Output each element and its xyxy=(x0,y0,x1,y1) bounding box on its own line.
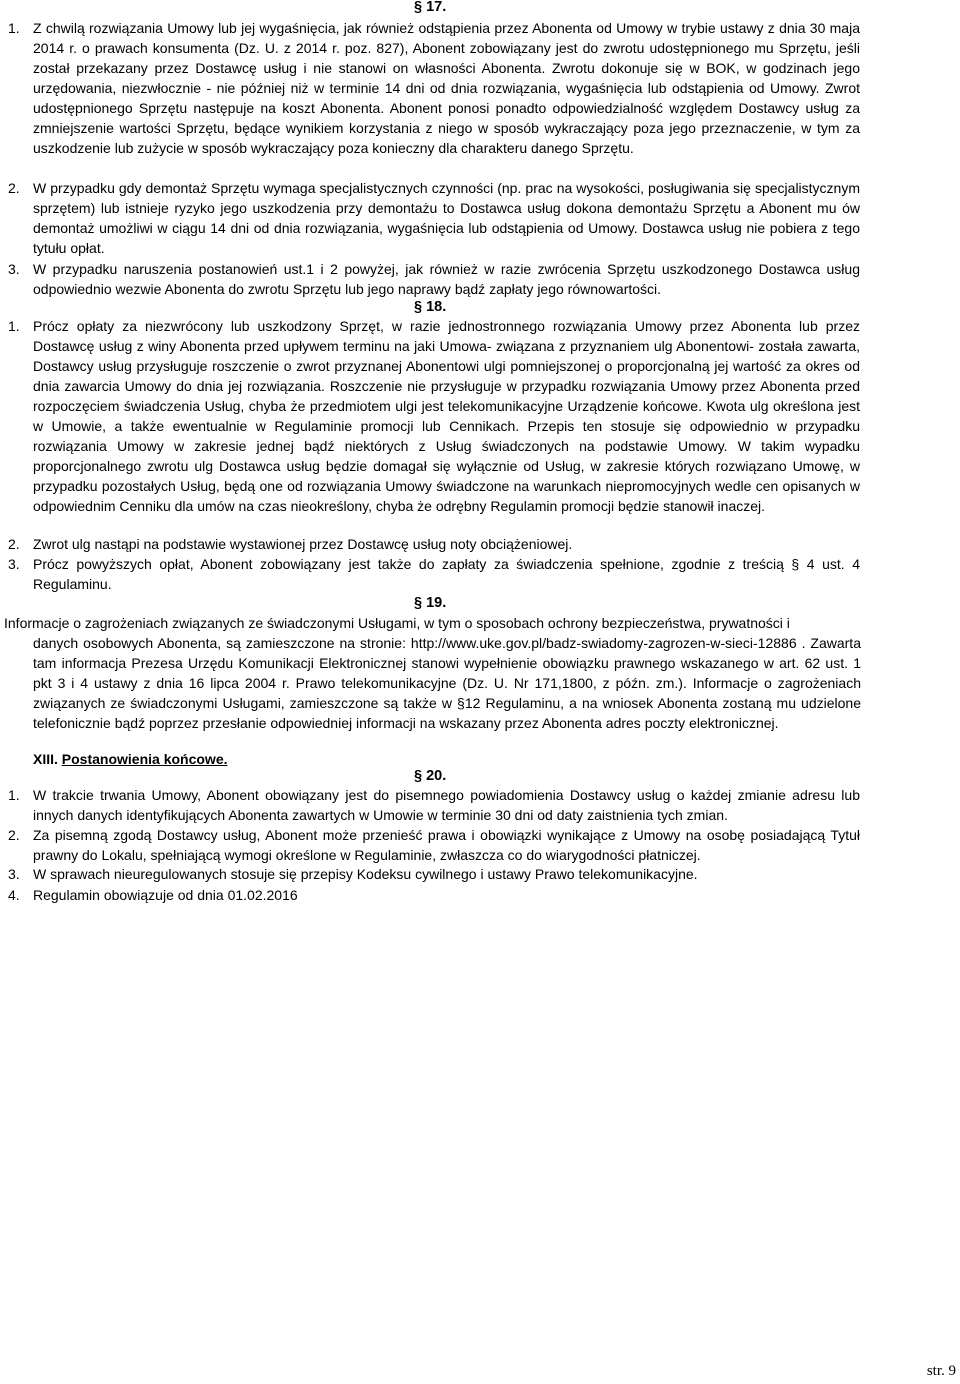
chapter-title: Postanowienia końcowe. xyxy=(61,751,228,767)
item-text: Prócz powyższych opłat, Abonent zobowiązany jest także do zapłaty za świadczenia spełnione, zgodnie z treścią § 4 ust. 4 Regulaminu. xyxy=(33,556,860,592)
item-number: 3. xyxy=(8,866,20,882)
section-heading-19: § 19. xyxy=(414,595,447,611)
item-number: 1. xyxy=(8,318,20,334)
item-text: W sprawach nieuregulowanych stosuje się przepisy Kodeksu cywilnego i ustawy Prawo telekomunikacyjne. xyxy=(33,866,698,882)
list-item xyxy=(8,259,860,299)
list-item xyxy=(8,534,860,554)
list-item xyxy=(8,554,860,594)
item-text: W przypadku naruszenia postanowień ust.1 i 2 powyżej, jak również w razie zwrócenia Sprzętu uszkodzonego Dostawca usług odpowiednio wezwie Abonenta do zwrotu Sprzętu lub jego naprawy bądź zapłaty jego równowartości. xyxy=(33,261,860,297)
item-text: Regulamin obowiązuje od dnia 01.02.2016 xyxy=(33,887,298,903)
list-item xyxy=(8,316,860,516)
paragraph-first-line: Informacje o zagrożeniach związanych ze świadczonymi Usługami, w tym o sposobach ochrony bezpieczeństwa, prywatności i xyxy=(4,615,790,631)
item-number: 1. xyxy=(8,787,20,803)
item-number: 3. xyxy=(8,261,20,277)
list-item xyxy=(8,885,860,905)
item-number: 2. xyxy=(8,536,20,552)
section-heading-20: § 20. xyxy=(414,768,447,784)
page-number: str. 9 xyxy=(926,1363,956,1379)
item-text: Zwrot ulg nastąpi na podstawie wystawionej przez Dostawcę usług noty obciążeniowej. xyxy=(33,536,573,552)
item-number: 2. xyxy=(8,827,20,843)
item-number: 4. xyxy=(8,887,20,903)
item-text: Prócz opłaty za niezwrócony lub uszkodzony Sprzęt, w razie jednostronnego rozwiązania Umowy przez Abonenta lub przez Dostawcę usług z winy Abonenta przed upływem terminu na jaki Umowa- związana z przyznaniem ulg Abonentowi- została zawarta, Dostawcy usług przysługuje roszczenie o zwrot przyznanej Abonentowi ulgi pomniejszonej o proporcjonalną jej wartość za okres od dnia zawarcia Umowy do dnia jej rozwiązania. Roszczenie nie przysługuje w przypadku rozwiązania Umowy przez Abonenta przed rozpoczęciem świadczenia Usług, chyba że przedmiotem ulgi jest telekomunikacyjne Urządzenie końcowe. Kwota ulg określona jest w Umowie, a także ewentualnie w Regulaminie promocji lub Cennikach. Przepis ten stosuje się odpowiednio w przypadku rozwiązania Umowy w zakresie jednej bądź niektórych z Usług świadczonych na podstawie Umowy. W takim wypadku proporcjonalnego zwrotu ulg Dostawca usług będzie domagał się wyłącznie od Usług, w zakresie których rozwiązano Umowę, w przypadku pozostałych Usług, będą one od rozwiązania Umowy świadczone na warunkach niepromocyjnych wedle cen opisanych w odpowiednim Cenniku dla umów na czas nieokreślony, chyba że odrębny Regulamin promocji będzie stanowił inaczej. xyxy=(33,318,860,514)
item-text: Z chwilą rozwiązania Umowy lub jej wygaśnięcia, jak również odstąpienia przez Abonenta od Umowy w trybie ustawy z dnia 30 maja 2014 r. o prawach konsumenta (Dz. U. z 2014 r. poz. 827), Abonent zobowiązany jest do zwrotu udostępnionego mu Sprzętu, jeśli został przekazany przez Dostawcę usług i nie stanowi on własności Abonenta. Zwrotu dokonuje się w BOK, w godzinach jego urzędowania, niezwłocznie - nie później niż w terminie 14 dni od dnia rozwiązania, wygaśnięcia lub odstąpienia od Umowy. Zwrot udostępnionego Sprzętu następuje na koszt Abonenta. Abonent ponosi ponadto odpowiedzialność względem Dostawcy usług za zmniejszenie wartości Sprzętu, będące wynikiem korzystania z niego w sposób wykraczający poza jego przeznaczenie, w tym za uszkodzenie lub zużycie w sposób wykraczający poza konieczny dla charakteru danego Sprzętu. xyxy=(33,20,860,156)
list-item xyxy=(8,178,860,258)
chapter-heading xyxy=(33,749,228,769)
item-number: 1. xyxy=(8,20,20,36)
chapter-number: XIII. xyxy=(33,751,58,767)
item-text: W trakcie trwania Umowy, Abonent obowiązany jest do pisemnego powiadomienia Dostawcy usług o każdej zmianie adresu lub innych danych identyfikujących Abonenta zawartych w Umowie w terminie 30 dni od daty zaistnienia tych zmian. xyxy=(33,787,860,823)
section-heading-18: § 18. xyxy=(414,299,447,315)
list-item xyxy=(8,785,860,825)
list-item xyxy=(8,864,860,884)
item-text: W przypadku gdy demontaż Sprzętu wymaga specjalistycznych czynności (np. prac na wysokości, posługiwania się specjalistycznym sprzętem) lub istnieje ryzyko jego uszkodzenia przy demontażu to Dostawca usług dokona demontażu Sprzętu a Abonent mu ów demontaż umożliwi w ciągu 14 dni od dnia rozwiązania, wygaśnięcia lub odstąpienia od Umowy. Dostawca usług nie pobiera z tego tytułu opłat. xyxy=(33,180,860,256)
item-number: 2. xyxy=(8,180,20,196)
item-text: Za pisemną zgodą Dostawcy usług, Abonent może przenieść prawa i obowiązki wynikające z Umowy na osobę posiadającą Tytuł prawny do Lokalu, spełniającą wymogi określone w Regulaminie, zwłaszcza co do wiarygodności płatniczej. xyxy=(33,827,860,863)
list-item xyxy=(8,825,860,865)
section-heading-17: § 17. xyxy=(414,0,447,15)
paragraph-continuation: danych osobowych Abonenta, są zamieszczone na stronie: http://www.uke.gov.pl/badz-swiadomy-zagrozen-w-sieci-12886 . Zawarta tam informacja Prezesa Urzędu Komunikacji Elektronicznej stanowi wypełnienie obowiązku prawnego wskazanego w art. 62 ust. 1 pkt 3 i 4 ustawy z dnia 16 lipca 2004 r. Prawo telekomunikacyjne (Dz. U. Nr 171,1800, z późn. zm.). Informacje o zagrożeniach związanych ze świadczonymi Usługami, zamieszczone są także w §12 Regulaminu, a na wniosek Abonenta zostaną mu udzielone telefonicznie bądź poprzez przesłanie odpowiedniej informacji na wskazany przez Abonenta adres poczty elektronicznej. xyxy=(33,635,861,731)
paragraph-threats xyxy=(4,613,861,733)
list-item xyxy=(8,18,860,158)
item-number: 3. xyxy=(8,556,20,572)
